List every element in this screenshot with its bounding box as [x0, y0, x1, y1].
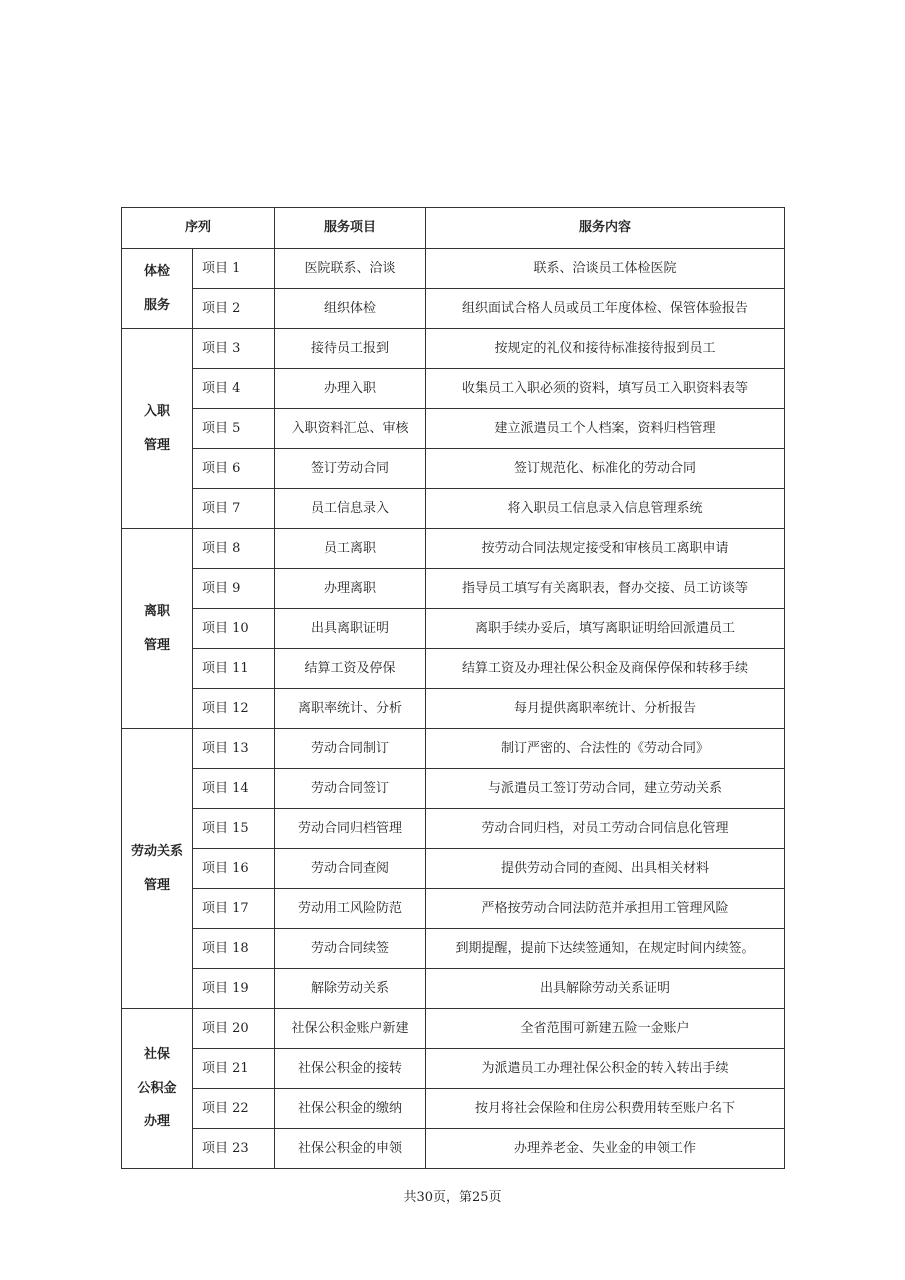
- item-number-cell: 项目 9: [193, 569, 275, 609]
- item-number-cell: 项目 18: [193, 929, 275, 969]
- service-content-cell: 联系、洽谈员工体检医院: [426, 249, 785, 289]
- table-row: [122, 409, 785, 449]
- service-item-cell: 社保公积金账户新建: [275, 1009, 426, 1049]
- service-content-cell: 组织面试合格人员或员工年度体检、保管体验报告: [426, 289, 785, 329]
- service-item-cell: 结算工资及停保: [275, 649, 426, 689]
- service-item-cell: 离职率统计、分析: [275, 689, 426, 729]
- item-number-cell: 项目 2: [193, 289, 275, 329]
- category-label: 入职: [143, 403, 170, 419]
- header-sequence: 序列: [122, 208, 275, 249]
- service-item-cell: 劳动合同续签: [275, 929, 426, 969]
- category-cell: [122, 729, 193, 1009]
- item-number-cell: 项目 5: [193, 409, 275, 449]
- service-content-cell: 按月将社会保险和住房公积费用转至账户名下: [426, 1089, 785, 1129]
- service-content-cell: 收集员工入职必须的资料，填写员工入职资料表等: [426, 369, 785, 409]
- item-number-cell: 项目 1: [193, 249, 275, 289]
- service-item-cell: 社保公积金的接转: [275, 1049, 426, 1089]
- header-service-content: 服务内容: [426, 208, 785, 249]
- category-label: 服务: [143, 297, 170, 313]
- table-row: [122, 1089, 785, 1129]
- service-content-cell: 结算工资及办理社保公积金及商保停保和转移手续: [426, 649, 785, 689]
- service-content-cell: 提供劳动合同的查阅、出具相关材料: [426, 849, 785, 889]
- item-number-cell: 项目 4: [193, 369, 275, 409]
- table-row: [122, 1129, 785, 1169]
- service-content-cell: 每月提供离职率统计、分析报告: [426, 689, 785, 729]
- service-item-cell: 社保公积金的申领: [275, 1129, 426, 1169]
- service-item-cell: 员工离职: [275, 529, 426, 569]
- header-service-item: 服务项目: [275, 208, 426, 249]
- table-body: [122, 249, 785, 1169]
- item-number-cell: 项目 16: [193, 849, 275, 889]
- service-item-cell: 出具离职证明: [275, 609, 426, 649]
- item-number-cell: 项目 15: [193, 809, 275, 849]
- category-cell: [122, 1009, 193, 1169]
- table-header: [122, 208, 785, 249]
- service-item-cell: 劳动合同归档管理: [275, 809, 426, 849]
- item-number-cell: 项目 3: [193, 329, 275, 369]
- category-cell: [122, 329, 193, 529]
- table-row: [122, 849, 785, 889]
- table-row: [122, 969, 785, 1009]
- category-label: 公积金: [137, 1080, 177, 1096]
- table-row: [122, 1009, 785, 1049]
- service-item-cell: 入职资料汇总、审核: [275, 409, 426, 449]
- service-content-cell: 办理养老金、失业金的申领工作: [426, 1129, 785, 1169]
- category-label: 社保: [143, 1046, 170, 1062]
- service-content-cell: 制订严密的、合法性的《劳动合同》: [426, 729, 785, 769]
- item-number-cell: 项目 13: [193, 729, 275, 769]
- category-label: 离职: [143, 603, 170, 619]
- service-content-cell: 指导员工填写有关离职表，督办交接、员工访谈等: [426, 569, 785, 609]
- item-number-cell: 项目 14: [193, 769, 275, 809]
- table-row: [122, 329, 785, 369]
- table-row: [122, 489, 785, 529]
- service-content-cell: 为派遣员工办理社保公积金的转入转出手续: [426, 1049, 785, 1089]
- category-cell: [122, 529, 193, 729]
- service-item-cell: 社保公积金的缴纳: [275, 1089, 426, 1129]
- item-number-cell: 项目 20: [193, 1009, 275, 1049]
- item-number-cell: 项目 6: [193, 449, 275, 489]
- table-row: [122, 809, 785, 849]
- table-row: [122, 929, 785, 969]
- service-content-cell: 严格按劳动合同法防范并承担用工管理风险: [426, 889, 785, 929]
- service-content-cell: 与派遣员工签订劳动合同，建立劳动关系: [426, 769, 785, 809]
- service-content-cell: 签订规范化、标准化的劳动合同: [426, 449, 785, 489]
- service-item-cell: 劳动合同查阅: [275, 849, 426, 889]
- service-item-cell: 劳动合同制订: [275, 729, 426, 769]
- table-row: [122, 449, 785, 489]
- category-cell: [122, 249, 193, 329]
- item-number-cell: 项目 10: [193, 609, 275, 649]
- service-content-cell: 将入职员工信息录入信息管理系统: [426, 489, 785, 529]
- table-row: [122, 569, 785, 609]
- service-item-cell: 接待员工报到: [275, 329, 426, 369]
- table-row: [122, 889, 785, 929]
- item-number-cell: 项目 21: [193, 1049, 275, 1089]
- item-number-cell: 项目 19: [193, 969, 275, 1009]
- category-label: 管理: [143, 437, 170, 453]
- item-number-cell: 项目 12: [193, 689, 275, 729]
- item-number-cell: 项目 17: [193, 889, 275, 929]
- service-item-cell: 劳动用工风险防范: [275, 889, 426, 929]
- service-item-cell: 解除劳动关系: [275, 969, 426, 1009]
- service-item-cell: 办理入职: [275, 369, 426, 409]
- service-content-cell: 全省范围可新建五险一金账户: [426, 1009, 785, 1049]
- service-content-cell: 按规定的礼仪和接待标准接待报到员工: [426, 329, 785, 369]
- service-content-cell: 劳动合同归档，对员工劳动合同信息化管理: [426, 809, 785, 849]
- item-number-cell: 项目 7: [193, 489, 275, 529]
- table-row: [122, 609, 785, 649]
- table-row: [122, 769, 785, 809]
- item-number-cell: 项目 11: [193, 649, 275, 689]
- table-row: [122, 1049, 785, 1089]
- table-row: [122, 729, 785, 769]
- table-row: [122, 689, 785, 729]
- service-item-cell: 签订劳动合同: [275, 449, 426, 489]
- item-number-cell: 项目 23: [193, 1129, 275, 1169]
- header-row: [122, 208, 785, 249]
- table-row: [122, 289, 785, 329]
- service-content-cell: 离职手续办妥后，填写离职证明给回派遣员工: [426, 609, 785, 649]
- category-label: 办理: [143, 1114, 170, 1130]
- table-row: [122, 369, 785, 409]
- service-content-cell: 按劳动合同法规定接受和审核员工离职申请: [426, 529, 785, 569]
- service-content-cell: 到期提醒，提前下达续签通知，在规定时间内续签。: [426, 929, 785, 969]
- category-label: 劳动关系: [130, 843, 183, 859]
- item-number-cell: 项目 8: [193, 529, 275, 569]
- category-label: 体检: [143, 263, 170, 279]
- service-item-cell: 员工信息录入: [275, 489, 426, 529]
- service-item-cell: 办理离职: [275, 569, 426, 609]
- category-label: 管理: [143, 877, 170, 893]
- category-label: 管理: [143, 637, 170, 653]
- table-row: [122, 649, 785, 689]
- table-row: [122, 529, 785, 569]
- page-number: 共30页，第25页: [403, 1190, 502, 1205]
- service-item-cell: 组织体检: [275, 289, 426, 329]
- service-table: [121, 207, 785, 1169]
- service-item-cell: 劳动合同签订: [275, 769, 426, 809]
- service-content-cell: 建立派遣员工个人档案，资料归档管理: [426, 409, 785, 449]
- table-row: [122, 249, 785, 289]
- service-item-cell: 医院联系、洽谈: [275, 249, 426, 289]
- service-content-cell: 出具解除劳动关系证明: [426, 969, 785, 1009]
- item-number-cell: 项目 22: [193, 1089, 275, 1129]
